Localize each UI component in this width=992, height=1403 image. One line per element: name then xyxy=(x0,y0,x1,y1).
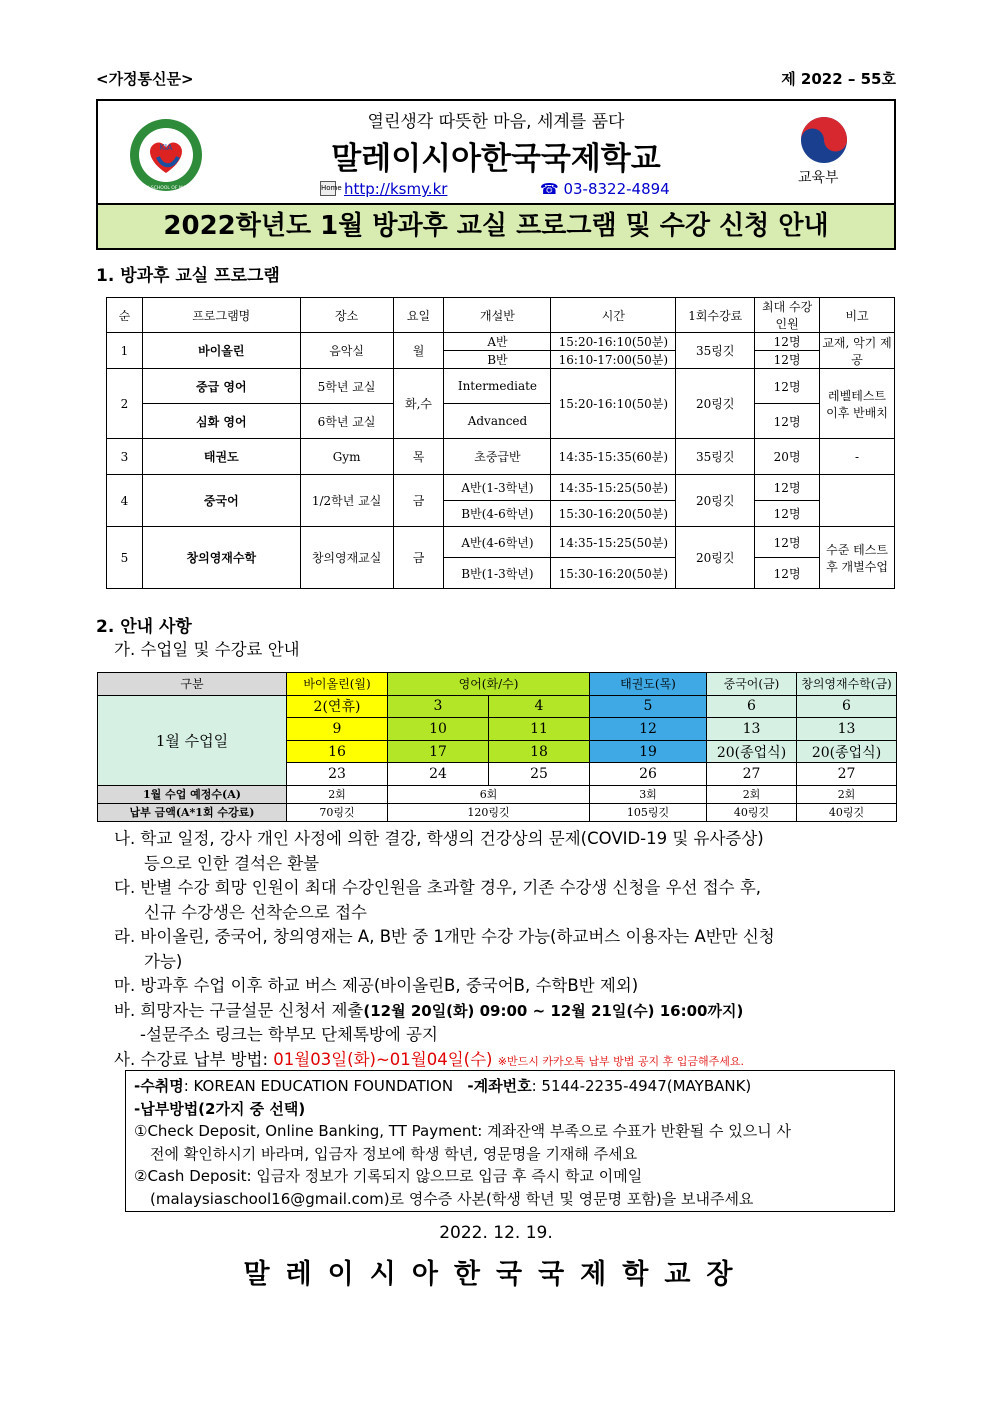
col-place: 장소 xyxy=(300,298,393,333)
col-no: 순 xyxy=(107,298,143,333)
schedule-row: 16 17 18 19 20(종업식) 20(종업식) xyxy=(98,740,897,763)
col-note: 비고 xyxy=(820,298,895,333)
phone-number xyxy=(540,180,670,198)
table-row: 심화 영어 6학년 교실 Advanced 12명 xyxy=(107,404,895,439)
col-day: 요일 xyxy=(393,298,444,333)
phone-text: 03-8322-4894 xyxy=(563,180,670,198)
schedule-header-row: 구분 바이올린(월) 영어(화/수) 태권도(목) 중국어(금) 창의영재수학(금) xyxy=(98,673,897,696)
schedule-pay-row: 납부 금액(A*1회 수강료) 70링깃 120링깃 105링깃 40링깃 40링깃 xyxy=(98,803,897,821)
table-row: B반(1-3학년) 15:30-16:20(50분) 12명 xyxy=(107,558,895,589)
home-icon: Home xyxy=(320,181,336,196)
col-fee: 1회수강료 xyxy=(676,298,755,333)
issue-date: 2022. 12. 19. xyxy=(439,1223,553,1243)
col-name: 프로그램명 xyxy=(142,298,300,333)
table-row: B반(4-6학년) 15:30-16:20(50분) 12명 xyxy=(107,501,895,527)
principal-signature: 말레이시아한국국제학교장 xyxy=(243,1259,749,1290)
svg-text:KIA: KIA xyxy=(159,143,173,152)
svg-text:KOREAN SCHOOL OF MALAYSIA: KOREAN SCHOOL OF MALAYSIA xyxy=(130,186,202,191)
schedule-row: 23 24 25 26 27 27 xyxy=(98,763,897,786)
note-na: 나. 학교 일정, 강사 개인 사정에 의한 결강, 학생의 건강상의 문제(COVID-19 및 유사증상) xyxy=(114,829,764,848)
schedule-count-row: 1월 수업 예정수(A) 2회 6회 3회 2회 2회 xyxy=(98,785,897,803)
sub-heading-ga: 가. 수업일 및 수강료 안내 xyxy=(114,640,300,659)
phone-icon: ☎ xyxy=(540,180,559,198)
notes-block: 나. 학교 일정, 강사 개인 사정에 의한 결강, 학생의 건강상의 문제(COVID-19 및 유사증상) 등으로 인한 결석은 환불 다. 반별 수강 희망 인원이 최대 수강인원을 초과할 경우, 기존 수강생 신청을 우선 접수 후, 신규 수강생은 선착순으로 접수 라. 바이올린, 중국어, 창의영재는 A, B반 중 1개만 수강 가능(하교버스 이용자는 A반만 신청 가능) 마. 방과후 수업 이후 하교 버스 제공(바이올린B, 중국어B, 수학B반 제외) 바. 희망자는 구글설문 신청서 제출(12월 20일(화) 09:00 ~ 12월 21일(수) 16:00까지) -설문주소 링크는 학부모 단체톡방에 공지 사. 수강료 납부 방법: 01월03일(화)~01월04일(수) ※반드시 카카오톡 납부 방법 공지 후 입금해주세요. xyxy=(114,827,898,1074)
school-url-link[interactable]: http://ksmy.kr xyxy=(344,180,448,198)
note-ba: 바. 희망자는 구글설문 신청서 제출(12월 20일(화) 09:00 ~ 12월 21일(수) 16:00까지) xyxy=(114,1000,744,1020)
table-row: B반 16:10-17:00(50분) 12명 xyxy=(107,351,895,369)
section-1-heading: 1. 방과후 교실 프로그램 xyxy=(96,266,280,286)
notice-title: 2022학년도 1월 방과후 교실 프로그램 및 수강 신청 안내 xyxy=(96,203,896,250)
table-row: 3 태권도 Gym 목 초중급반 14:35-15:35(60분) 35링깃 20명 - xyxy=(107,439,895,475)
school-header xyxy=(96,99,896,203)
schedule-row: 9 10 11 12 13 13 xyxy=(98,718,897,741)
schedule-row: 1월 수업일 2(연휴) 3 4 5 6 6 xyxy=(98,695,897,718)
school-slogan: 열린생각 따뜻한 마음, 세계를 품다 xyxy=(367,112,625,132)
note-ma: 마. 방과후 수업 이후 하교 버스 제공(바이올린B, 중국어B, 수학B반 제외) xyxy=(114,976,639,995)
table-row: 5 창의영재수학 창의영재교실 금 A반(4-6학년) 14:35-15:25(50분) 20링깃 12명 수준 테스트 후 개별수업 xyxy=(107,527,895,558)
schedule-table xyxy=(97,672,897,822)
note-ra: 라. 바이올린, 중국어, 창의영재는 A, B반 중 1개만 수강 가능(하교버스 이용자는 A반만 신청 xyxy=(114,927,775,946)
table-row: 2 중급 영어 5학년 교실 화,수 Intermediate 15:20-16:10(50분) 20링깃 12명 레벨테스트 이후 반배치 xyxy=(107,369,895,404)
school-name: 말레이시아한국국제학교 xyxy=(331,141,661,177)
bank-info-box: -수취명: KOREAN EDUCATION FOUNDATION -계좌번호: 5144-2235-4947(MAYBANK) -납부방법(2가지 중 선택) ①Check Deposit, Online Banking, TT Payment: 계좌잔액 부족으로 수표가 반환될 수 있으니 사 전에 확인하시기 바라며, 입금자 정보에 학생 학년, 영문명을 기재해 주세요 ②Cash Deposit: 입금자 정보가 기록되지 않으므로 입금 후 즉시 학교 이메일 (malaysiaschool16@gmail.com)로 영수증 사본(학생 학년 및 영문명 포함)을 보내주세요 xyxy=(125,1070,895,1212)
table-row: 4 중국어 1/2학년 교실 금 A반(1-3학년) 14:35-15:25(50분) 20링깃 12명 xyxy=(107,475,895,501)
note-da: 다. 반별 수강 희망 인원이 최대 수강인원을 초과할 경우, 기존 수강생 신청을 우선 접수 후, xyxy=(114,878,762,897)
table-row: 1 바이올린 음악실 월 A반 15:20-16:10(50분) 35링깃 12명 교재, 악기 제공 xyxy=(107,333,895,351)
note-sa: 사. 수강료 납부 방법: 01월03일(화)~01월04일(수) ※반드시 카카오톡 납부 방법 공지 후 입금해주세요. xyxy=(114,1049,744,1069)
table-header-row xyxy=(107,298,895,333)
ministry-name: 교육부 xyxy=(798,170,839,186)
program-table xyxy=(106,297,895,589)
doc-number: 제 2022 – 55호 xyxy=(781,70,896,88)
col-cap: 최대 수강인원 xyxy=(755,298,820,333)
col-time: 시간 xyxy=(551,298,676,333)
ministry-emblem-icon xyxy=(796,115,852,165)
col-class: 개설반 xyxy=(444,298,551,333)
section-2-heading: 2. 안내 사항 xyxy=(96,617,192,637)
doc-type-label: <가정통신문> xyxy=(96,70,194,88)
